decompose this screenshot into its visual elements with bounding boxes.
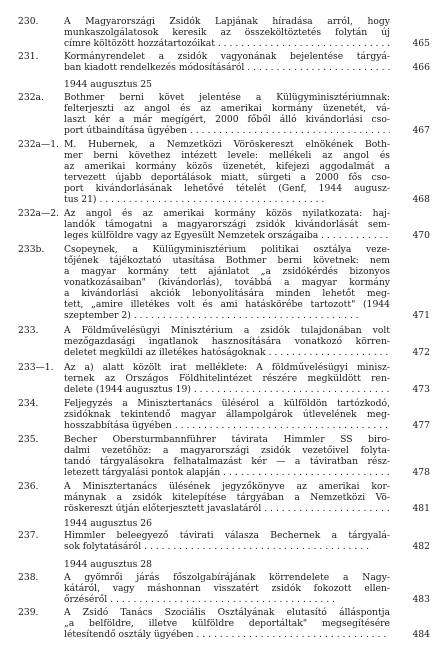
entry-line: zsidóknak tekintendő magyar állampolgárok útlevelének meg- <box>64 409 390 420</box>
page-number: 481 <box>412 503 430 514</box>
entry-line: Az angol és az amerikai kormány közös nyilatkozata: haj- <box>64 208 390 219</box>
entry-description <box>64 208 390 241</box>
entry-line: kátáról, vagy máshonnan visszatért zsidók fokozott ellen- <box>64 583 390 594</box>
entry-line: tervezett újabb deportálások miatt, sürgeti a 2000 fős cso- <box>64 172 390 183</box>
entry-line: tőjének tájékoztató utasítása Bothmer berni követnek: nem <box>64 255 390 266</box>
entry-line: létesítendő osztály ügyében . . . <box>64 629 390 640</box>
entry-number: 234. <box>18 398 39 409</box>
entry-description <box>64 481 390 514</box>
entry-number: 232a—1. <box>18 139 59 150</box>
entry-line: Csopeynek, a Külügyminisztérium politikai osztálya veze- <box>64 244 390 255</box>
entry-description <box>64 325 390 358</box>
entry-line: felterjeszti az angol és az amerikai kormány üzenetét, vá- <box>64 103 390 114</box>
entry-number: 235. <box>18 434 39 445</box>
date-heading: 1944 augusztus 25 <box>64 79 152 90</box>
entry-line: tus 21) . . . <box>64 194 390 205</box>
page-number: 467 <box>412 125 430 136</box>
entry-number: 239. <box>18 607 39 618</box>
entry-line: Kormányrendelet a zsidók vagyonának bejelentése tárgyá- <box>64 51 390 62</box>
entry-description <box>64 398 390 431</box>
entry-number: 232a. <box>18 92 44 103</box>
page-number: 472 <box>412 347 430 358</box>
entry-line: „a belföldre, illetve külföldre deportáltak" megsegítésére <box>64 618 390 629</box>
entry-description <box>64 362 390 395</box>
page-number: 483 <box>412 594 430 605</box>
entry-line: Becher Obersturmbannführer távirata Himmler SS biro- <box>64 434 390 445</box>
page-number: 473 <box>412 384 430 395</box>
entry-line: A Földművelésügyi Minisztérium a zsidók tulajdonában volt <box>64 325 390 336</box>
page-number: 471 <box>412 310 430 321</box>
date-heading: 1944 augusztus 26 <box>64 518 152 529</box>
entry-line: vonatkozásaiban" (kivándorlás), továbbá a magyar kormány <box>64 277 390 288</box>
entry-line: delete (1944 augusztus 19) . . . <box>64 384 390 395</box>
entry-line: M. Hubernek, a Nemzetközi Vöröskereszt elnökének Both- <box>64 139 390 150</box>
entry-line: landók támogatni a magyarországi zsidók kivándorlását sem- <box>64 219 390 230</box>
entry-line: az amerikai kormány közös üzenetét, kifejezi aggodalmát a <box>64 161 390 172</box>
entry-line: laszt kér a már megígért, 2000 főből álló kivándorlási cso- <box>64 114 390 125</box>
page-number: 478 <box>412 467 430 478</box>
entry-number: 236. <box>18 481 39 492</box>
entry-line: címre költözött hozzátartozóikat . . . <box>64 38 390 49</box>
entry-line: sok folytatásáról . . . <box>64 541 390 552</box>
entry-line: munkaszolgálatosok keresik az összeköltöztetés folytán új <box>64 27 390 38</box>
page-number: 482 <box>412 541 430 552</box>
entry-description <box>64 51 390 73</box>
entry-line: Feljegyzés a Minisztertanács ülésérol a külföldön tartózkodó, <box>64 398 390 409</box>
entry-line: A Zsidó Tanács Szociális Osztályának elutasító álláspontja <box>64 607 390 618</box>
entry-number: 230. <box>18 16 39 27</box>
entry-number: 231. <box>18 51 39 62</box>
entry-line: mezőgazdasági ingatlanok hasznosítására vonatkozó körren- <box>64 336 390 347</box>
entry-line: port útbaindítása ügyében . . . <box>64 125 390 136</box>
entry-line: röskereszt útján előterjesztett javaslatáról . . . <box>64 503 390 514</box>
entry-line: deletet megküldi az illetékes hatóságoknak . . . <box>64 347 390 358</box>
entry-line: dalmi vezetőhöz: a magyarországi zsidók vezetőivel folyta- <box>64 445 390 456</box>
entry-line: tandó tárgyalásokra felhatalmazást kér — a táviratban rész- <box>64 456 390 467</box>
entry-line: ban kiadott rendelkezés módosításáról . . . <box>64 62 390 73</box>
entry-line: őrzéséről . . . <box>64 594 390 605</box>
entry-line: A Minisztertanács ülésének jegyzőkönyve az amerikai kor- <box>64 481 390 492</box>
entry-line: letezett tárgyalási pontok alapján . . . <box>64 467 390 478</box>
page-number: 470 <box>412 230 430 241</box>
entry-line: tett, „amire illetékes volt és ami hatáskörébe tartozott" (1944 <box>64 299 390 310</box>
entry-description <box>64 434 390 478</box>
entry-number: 238. <box>18 572 39 583</box>
entry-line: mánynak a zsidók kitelepítése tárgyában a Nemzetközi Vö- <box>64 492 390 503</box>
entry-line: Bothmer berni követ jelentése a Külügyminisztériumnak: <box>64 92 390 103</box>
entry-line: a magyar kormány tett ajánlatot „a zsidókérdés bizonyos <box>64 266 390 277</box>
entry-line: A Magyarországi Zsidók Lapjának híradása arról, hogy <box>64 16 390 27</box>
entry-line: mer berni követhez intézett levele: mellékeli az angol és <box>64 150 390 161</box>
page-number: 468 <box>412 194 430 205</box>
date-heading: 1944 augusztus 28 <box>64 559 152 570</box>
entry-description <box>64 92 390 136</box>
entry-line: ternek az Országos Földhitelintézet részére megküldött ren- <box>64 373 390 384</box>
entry-line: leges külföldre vagy az Egyesült Nemzetek országaiba . . . <box>64 230 390 241</box>
entry-description <box>64 572 390 605</box>
page-number: 465 <box>412 38 430 49</box>
entry-line: szeptember 2) . . . <box>64 310 390 321</box>
entry-description <box>64 607 390 640</box>
entry-description <box>64 244 390 321</box>
entry-line: a kivándorlási akciók lebonyolítására minden lehetőt meg- <box>64 288 390 299</box>
entry-number: 233—1. <box>18 362 54 373</box>
entry-description <box>64 139 390 205</box>
entry-number: 232a—2. <box>18 208 59 219</box>
entry-number: 233b. <box>18 244 45 255</box>
entry-line: A gyömrői járás főszolgabírájának körrendelete a Nagy- <box>64 572 390 583</box>
entry-number: 233. <box>18 325 39 336</box>
entry-description <box>64 530 390 552</box>
entry-line: port kivándorlásának lehetővé tételét (Genf, 1944 augusz- <box>64 183 390 194</box>
page-number: 484 <box>412 629 430 640</box>
entry-description <box>64 16 390 49</box>
entry-line: hosszabbítása ügyében . . . <box>64 420 390 431</box>
page-number: 466 <box>412 62 430 73</box>
entry-line: Az a) alatt közölt irat melléklete: A földművelésügyi minisz- <box>64 362 390 373</box>
entry-number: 237. <box>18 530 39 541</box>
page-number: 477 <box>412 420 430 431</box>
entry-line: Himmler beleegyező távirati válasza Bechernek a tárgyalá- <box>64 530 390 541</box>
